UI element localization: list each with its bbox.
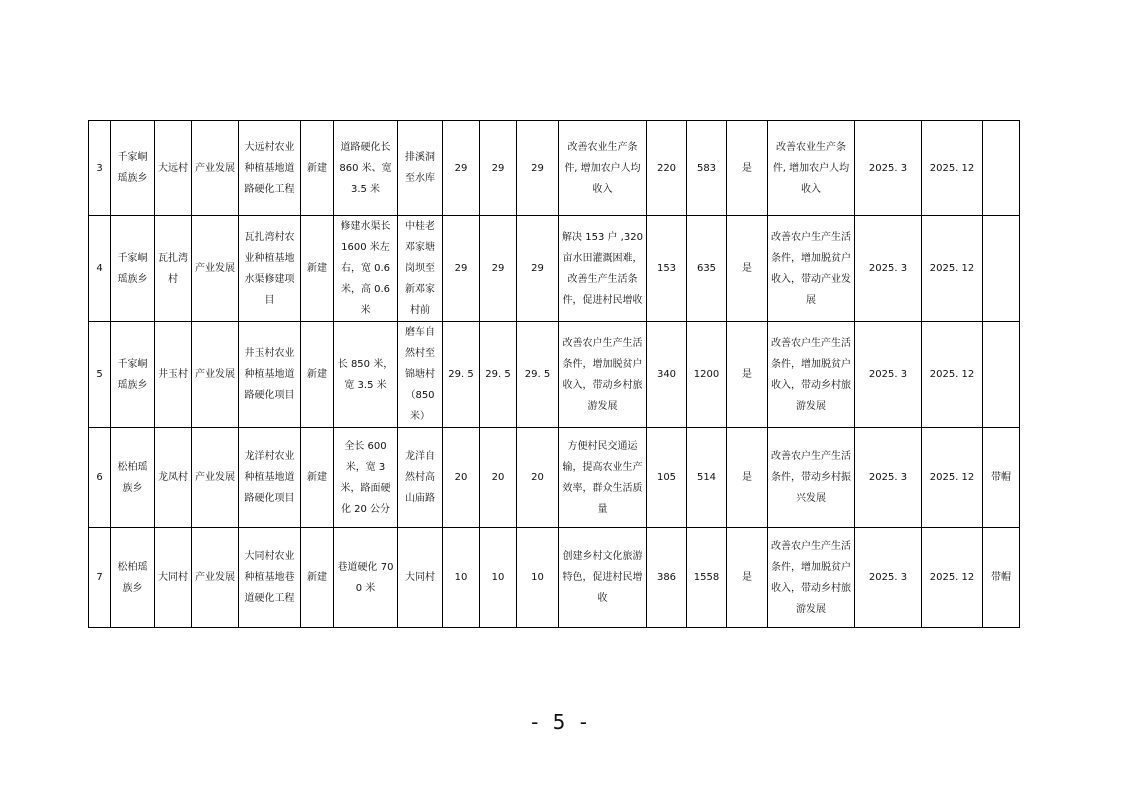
cell-total: 29. 5 (443, 322, 480, 428)
cell-flag: 是 (727, 216, 768, 322)
cell-start: 2025. 3 (855, 528, 922, 628)
table-row (89, 216, 1020, 322)
cell-note (983, 121, 1020, 216)
cell-amount: 29. 5 (517, 322, 559, 428)
cell-end: 2025. 12 (922, 121, 983, 216)
cell-no: 6 (89, 428, 111, 528)
cell-amount: 10 (517, 528, 559, 628)
cell-location: 中桂老邓家塘岗坝至新邓家村前 (398, 216, 443, 322)
cell-project: 龙洋村农业种植基地道路硬化项目 (239, 428, 301, 528)
cell-category: 产业发展 (192, 322, 239, 428)
cell-location: 磨车自然村至锦塘村（850 米） (398, 322, 443, 428)
cell-no: 7 (89, 528, 111, 628)
cell-content: 道路硬化长 860 米、宽 3.5 米 (334, 121, 398, 216)
cell-village: 龙凤村 (155, 428, 192, 528)
cell-note (983, 322, 1020, 428)
cell-note (983, 216, 1020, 322)
cell-start: 2025. 3 (855, 216, 922, 322)
cell-type: 新建 (301, 322, 334, 428)
cell-central: 29. 5 (480, 322, 517, 428)
cell-project: 大同村农业种植基地巷道硬化工程 (239, 528, 301, 628)
cell-central: 29 (480, 216, 517, 322)
cell-population: 1200 (687, 322, 727, 428)
cell-end: 2025. 12 (922, 216, 983, 322)
cell-central: 10 (480, 528, 517, 628)
cell-start: 2025. 3 (855, 428, 922, 528)
table-row (89, 322, 1020, 428)
cell-township: 千家峒瑶族乡 (111, 216, 155, 322)
cell-type: 新建 (301, 428, 334, 528)
cell-mechanism: 改善农户生产生活条件，增加脱贫户收入，带动产业发展 (768, 216, 855, 322)
cell-population: 1558 (687, 528, 727, 628)
cell-amount: 29 (517, 216, 559, 322)
cell-mechanism: 改善农户生产生活条件，增加脱贫户收入，带动乡村旅游发展 (768, 528, 855, 628)
cell-households: 153 (647, 216, 687, 322)
cell-total: 29 (443, 216, 480, 322)
cell-project: 瓦扎湾村农业种植基地水渠修建项目 (239, 216, 301, 322)
cell-central: 20 (480, 428, 517, 528)
cell-no: 3 (89, 121, 111, 216)
cell-households: 105 (647, 428, 687, 528)
cell-content: 修建水渠长 1600 米左右，宽 0.6 米，高 0.6 米 (334, 216, 398, 322)
cell-population: 514 (687, 428, 727, 528)
cell-category: 产业发展 (192, 428, 239, 528)
cell-mechanism: 改善农业生产条件, 增加农户人均收入 (768, 121, 855, 216)
cell-type: 新建 (301, 528, 334, 628)
cell-note: 带帽 (983, 428, 1020, 528)
cell-population: 635 (687, 216, 727, 322)
cell-village: 瓦扎湾村 (155, 216, 192, 322)
cell-amount: 29 (517, 121, 559, 216)
cell-end: 2025. 12 (922, 428, 983, 528)
cell-households: 340 (647, 322, 687, 428)
cell-total: 29 (443, 121, 480, 216)
cell-mechanism: 改善农户生产生活条件，增加脱贫户收入，带动乡村旅游发展 (768, 322, 855, 428)
cell-central: 29 (480, 121, 517, 216)
cell-flag: 是 (727, 322, 768, 428)
cell-project: 大远村农业种植基地道路硬化工程 (239, 121, 301, 216)
table-row (89, 121, 1020, 216)
cell-end: 2025. 12 (922, 322, 983, 428)
cell-amount: 20 (517, 428, 559, 528)
cell-benefit: 改善农业生产条件, 增加农户人均收入 (559, 121, 647, 216)
cell-benefit: 解决 153 户 ,320 亩水田灌溉困难，改善生产生活条件，促进村民增收 (559, 216, 647, 322)
cell-content: 巷道硬化 700 米 (334, 528, 398, 628)
cell-start: 2025. 3 (855, 121, 922, 216)
cell-households: 386 (647, 528, 687, 628)
cell-content: 全长 600 米，宽 3 米，路面硬化 20 公分 (334, 428, 398, 528)
cell-no: 4 (89, 216, 111, 322)
cell-content: 长 850 米，宽 3.5 米 (334, 322, 398, 428)
cell-township: 松柏瑶族乡 (111, 528, 155, 628)
cell-type: 新建 (301, 121, 334, 216)
cell-village: 大远村 (155, 121, 192, 216)
project-table (88, 120, 1020, 628)
page-number: - 5 - (531, 710, 591, 734)
cell-note: 带帽 (983, 528, 1020, 628)
table-row (89, 428, 1020, 528)
cell-township: 松柏瑶族乡 (111, 428, 155, 528)
cell-end: 2025. 12 (922, 528, 983, 628)
cell-flag: 是 (727, 121, 768, 216)
cell-township: 千家峒瑶族乡 (111, 121, 155, 216)
cell-total: 10 (443, 528, 480, 628)
cell-category: 产业发展 (192, 216, 239, 322)
cell-benefit: 改善农户生产生活条件，增加脱贫户收入，带动乡村旅游发展 (559, 322, 647, 428)
cell-total: 20 (443, 428, 480, 528)
cell-start: 2025. 3 (855, 322, 922, 428)
cell-mechanism: 改善农户生产生活条件，带动乡村振兴发展 (768, 428, 855, 528)
cell-benefit: 创建乡村文化旅游特色，促进村民增收 (559, 528, 647, 628)
cell-location: 大同村 (398, 528, 443, 628)
cell-households: 220 (647, 121, 687, 216)
cell-population: 583 (687, 121, 727, 216)
cell-flag: 是 (727, 528, 768, 628)
cell-flag: 是 (727, 428, 768, 528)
cell-category: 产业发展 (192, 121, 239, 216)
cell-village: 大同村 (155, 528, 192, 628)
cell-no: 5 (89, 322, 111, 428)
table-row (89, 528, 1020, 628)
cell-type: 新建 (301, 216, 334, 322)
cell-project: 井玉村农业种植基地道路硬化项目 (239, 322, 301, 428)
cell-category: 产业发展 (192, 528, 239, 628)
cell-location: 龙洋自然村高山庙路 (398, 428, 443, 528)
cell-location: 排溪洞至水库 (398, 121, 443, 216)
cell-benefit: 方便村民交通运输，提高农业生产效率，群众生活质量 (559, 428, 647, 528)
cell-township: 千家峒瑶族乡 (111, 322, 155, 428)
cell-village: 井玉村 (155, 322, 192, 428)
